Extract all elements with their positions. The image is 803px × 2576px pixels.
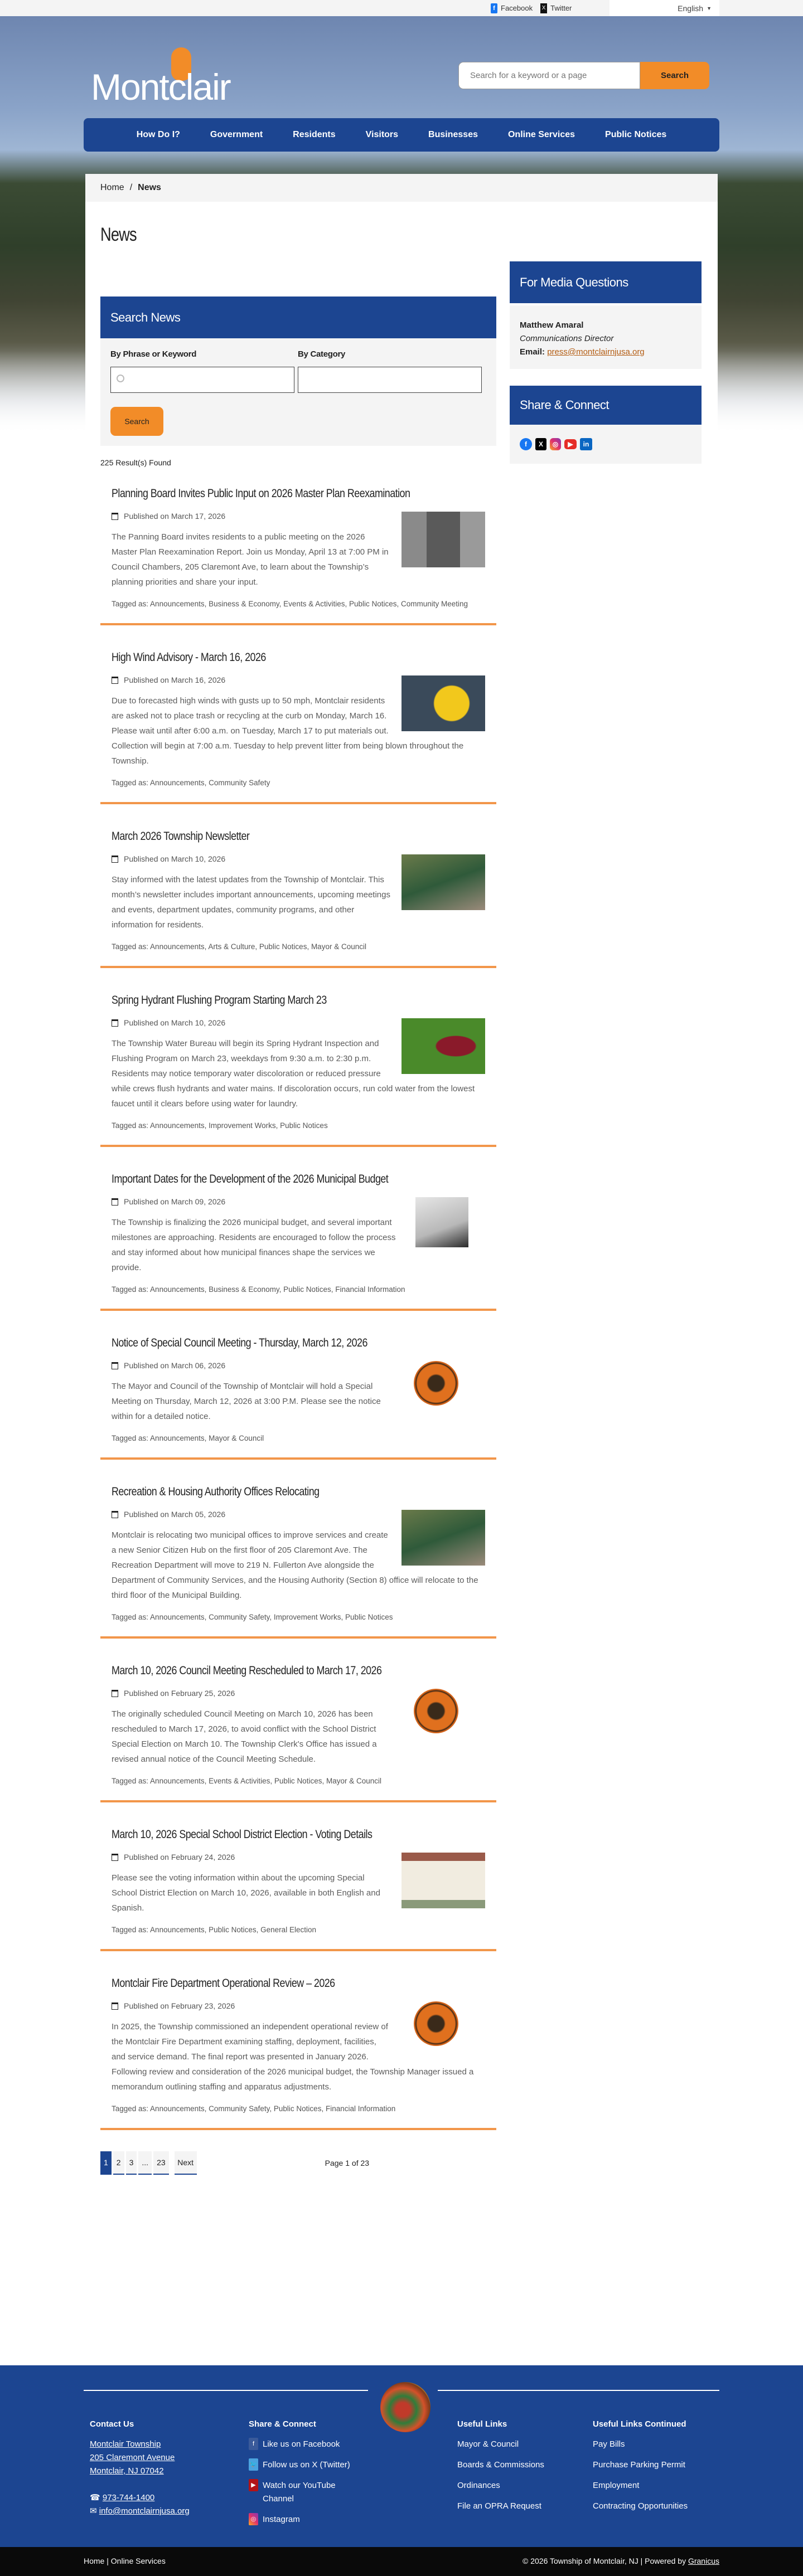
- news-article: [100, 1474, 496, 1639]
- news-article: [100, 983, 496, 1147]
- breadcrumb: [85, 174, 718, 202]
- search-news-button[interactable]: Search: [110, 407, 163, 436]
- calendar-icon: [112, 677, 118, 684]
- article-date: [112, 1018, 390, 1027]
- article-tags: Tagged as: Announcements, Community Safety: [112, 779, 270, 787]
- content-area: [85, 202, 718, 2175]
- article-thumbnail[interactable]: [402, 854, 485, 910]
- article-date: [112, 675, 390, 684]
- article-title-link[interactable]: March 2026 Township Newsletter: [112, 830, 250, 843]
- search-news-form: [100, 338, 496, 446]
- article-thumbnail[interactable]: [402, 675, 485, 731]
- article-date: [112, 512, 390, 521]
- page-1[interactable]: 1: [100, 2151, 112, 2175]
- calendar-icon: [112, 2003, 118, 2010]
- media-questions-header: For Media Questions: [510, 261, 702, 303]
- article-summary: The Township Water Bureau will begin its Spring Hydrant Inspection and Flushing Program on March 23, weekdays from 9:30 a.m. to 2:30 p.m. Residents may notice temporary water discoloration or reduced pressure while crews flush hydrants and water mains. If discoloration occurs, run cold water from the lowest faucet until it clears before using water for laundry.: [112, 1039, 475, 1109]
- footer-address-line-3[interactable]: Montclair, NJ 07042: [90, 2466, 164, 2476]
- article-thumbnail[interactable]: [402, 1510, 485, 1566]
- published-date: Published on February 23, 2026: [124, 2001, 235, 2010]
- footer-facebook-label: Like us on Facebook: [263, 2439, 340, 2449]
- breadcrumb-home[interactable]: Home: [100, 183, 124, 192]
- news-article: [100, 640, 496, 804]
- nav-businesses[interactable]: Businesses: [428, 130, 478, 139]
- article-tags: Tagged as: Announcements, Arts & Culture, Public Notices, Mayor & Council: [112, 942, 366, 951]
- copyright: © 2026 Township of Montclair, NJ | Powered by: [523, 2556, 686, 2565]
- breadcrumb-current: News: [138, 183, 161, 192]
- share-icons: [510, 425, 702, 464]
- hero-header: [0, 16, 803, 2167]
- article-thumbnail[interactable]: [402, 1853, 485, 1908]
- article-spacer: [100, 625, 496, 640]
- site-search-button[interactable]: Search: [640, 62, 709, 89]
- page-info: Page 1 of 23: [325, 2159, 370, 2167]
- media-contact: [510, 305, 702, 369]
- page-2[interactable]: 2: [113, 2151, 124, 2175]
- footer-youtube-link[interactable]: [249, 2479, 366, 2506]
- article-tags: Tagged as: Announcements, Events & Activities, Public Notices, Mayor & Council: [112, 1777, 381, 1785]
- article-title-link[interactable]: Planning Board Invites Public Input on 2026 Master Plan Reexamination: [112, 487, 410, 500]
- footer-link-ordinances[interactable]: Ordinances: [457, 2481, 500, 2490]
- main-column: [100, 202, 496, 2175]
- article-date: [112, 1853, 390, 1861]
- news-article: [100, 819, 496, 968]
- footer-address-line-2[interactable]: 205 Claremont Avenue: [90, 2453, 175, 2462]
- published-date: Published on March 09, 2026: [124, 1197, 226, 1206]
- article-summary: Montclair is relocating two municipal offices to improve services and create a new Senior Citizen Hub on the first floor of 205 Claremont Ave. The Recreation Department will move to 219 N. Fullerton Ave alongside the Department of Community Services, and the Housing Authority (Section 8) office will relocate to the third floor of the Municipal Building.: [112, 1530, 478, 1600]
- facebook-label: Facebook: [501, 4, 533, 12]
- footer-rule-right: [438, 2390, 719, 2391]
- article-date: [112, 2001, 391, 2010]
- published-date: Published on February 25, 2026: [124, 1689, 235, 1698]
- article-title-link[interactable]: Notice of Special Council Meeting - Thursday, March 12, 2026: [112, 1336, 367, 1349]
- footer-twitter-link[interactable]: [249, 2458, 366, 2472]
- article-tags: Tagged as: Announcements, Business & Economy, Public Notices, Financial Information: [112, 1285, 405, 1294]
- top-social-links: [491, 0, 572, 16]
- youtube-icon: ▶: [249, 2479, 258, 2491]
- footer-youtube-label: Watch our YouTube Channel: [263, 2481, 336, 2504]
- footer-useful-title: Useful Links: [457, 2419, 507, 2429]
- news-article: [100, 1966, 496, 2130]
- instagram-icon: ◎: [249, 2513, 258, 2525]
- page-container: [85, 174, 718, 2175]
- article-title-link[interactable]: March 10, 2026 Special School District Election - Voting Details: [112, 1828, 373, 1841]
- published-date: Published on March 10, 2026: [124, 1018, 226, 1027]
- published-date: Published on March 10, 2026: [124, 854, 226, 863]
- calendar-icon: [112, 1690, 118, 1697]
- article-summary: Stay informed with the latest updates from the Township of Montclair. This month’s newsletter includes important announcements, upcoming meetings and events, department updates, community programs, and other information for residents.: [112, 875, 390, 930]
- site-search-input[interactable]: [458, 62, 640, 89]
- article-title-link[interactable]: March 10, 2026 Council Meeting Rescheduled to March 17, 2026: [112, 1664, 382, 1677]
- media-contact-role: Communications Director: [520, 334, 614, 343]
- footer-phone-link[interactable]: 973-744-1400: [102, 2493, 155, 2502]
- article-list: [100, 476, 496, 2130]
- logo-wordmark: Montclair: [91, 66, 230, 108]
- results-count: 225 Result(s) Found: [100, 458, 171, 467]
- share-connect-header: Share & Connect: [510, 386, 702, 425]
- article-summary: Due to forecasted high winds with gusts up to 50 mph, Montclair residents are asked not to place trash or recycling at the curb on Monday, March 16. Please wait until after 6:00 a.m. on Tuesday, March 17 to put materials out. Collection will begin at 7:00 a.m. Tuesday to help prevent litter from being blown throughout the Township.: [112, 696, 464, 766]
- news-article: [100, 1817, 496, 1951]
- news-article: [100, 1653, 496, 1802]
- article-title-link[interactable]: Montclair Fire Department Operational Review – 2026: [112, 1977, 335, 1990]
- site-search: [458, 62, 709, 89]
- footer-useful2-title: Useful Links Continued: [593, 2419, 686, 2429]
- footer-rule-left: [84, 2390, 368, 2391]
- facebook-icon: f: [491, 3, 497, 13]
- footer-useful-links: [457, 2418, 544, 2520]
- article-summary: The Panning Board invites residents to a public meeting on the 2026 Master Plan Reexamination Report. Join us Monday, April 13 at 7:00 PM in Council Chambers, 205 Claremont Ave, to learn about the Township’s planning priorities and share your input.: [112, 532, 389, 587]
- footer-link-parking-permit[interactable]: Purchase Parking Permit: [593, 2460, 685, 2470]
- article-spacer: [100, 804, 496, 819]
- article-summary: Please see the voting information within about the upcoming Special School District Election on March 10, 2026, available in both English and Spanish.: [112, 1873, 380, 1913]
- keyword-input[interactable]: [110, 367, 294, 393]
- granicus-link[interactable]: Granicus: [688, 2556, 719, 2565]
- footer-facebook-link[interactable]: [249, 2438, 366, 2451]
- footer-twitter-label: Follow us on X (Twitter): [263, 2460, 350, 2470]
- twitter-icon: 🐦: [249, 2458, 258, 2471]
- article-date: [112, 1197, 404, 1206]
- published-date: Published on March 05, 2026: [124, 1510, 226, 1519]
- footer-link-mayor-council[interactable]: Mayor & Council: [457, 2439, 519, 2449]
- calendar-icon: [112, 1854, 118, 1861]
- search-icon: [117, 375, 124, 382]
- category-label: By Category: [298, 349, 346, 359]
- nav-residents[interactable]: Residents: [293, 130, 336, 139]
- article-thumbnail[interactable]: [402, 1018, 485, 1074]
- language-select[interactable]: [609, 0, 719, 16]
- nav-how-do-i[interactable]: How Do I?: [136, 130, 180, 139]
- article-date: [112, 1510, 390, 1519]
- page-3[interactable]: 3: [126, 2151, 137, 2175]
- article-title-link[interactable]: Important Dates for the Development of the 2026 Municipal Budget: [112, 1173, 389, 1185]
- media-email-link[interactable]: press@montclairnjusa.org: [547, 347, 645, 357]
- montclair-logo[interactable]: [91, 47, 236, 109]
- footer-instagram-label: Instagram: [263, 2515, 300, 2524]
- footer-link-contracting[interactable]: Contracting Opportunities: [593, 2501, 688, 2511]
- article-spacer: [100, 1951, 496, 1966]
- article-tags: Tagged as: Announcements, Mayor & Council: [112, 1434, 264, 1442]
- footer-link-boards[interactable]: Boards & Commissions: [457, 2460, 544, 2470]
- calendar-icon: [112, 1198, 118, 1206]
- article-thumbnail[interactable]: [414, 1689, 458, 1733]
- article-spacer: [100, 1147, 496, 1161]
- footer-contact: [90, 2418, 190, 2518]
- footer-link-employment[interactable]: Employment: [593, 2481, 640, 2490]
- footer-contact-title: Contact Us: [90, 2419, 134, 2429]
- bottom-home-link[interactable]: Home: [84, 2556, 105, 2565]
- language-value: English: [678, 3, 704, 13]
- facebook-icon: f: [249, 2438, 258, 2450]
- news-article: [100, 1325, 496, 1460]
- article-tags: Tagged as: Announcements, Community Safety, Improvement Works, Public Notices: [112, 1613, 393, 1621]
- footer-share: [249, 2418, 366, 2534]
- sidebar: [510, 261, 702, 2175]
- phone-icon: ☎: [90, 2493, 100, 2502]
- calendar-icon: [112, 1511, 118, 1518]
- article-thumbnail[interactable]: [402, 512, 485, 567]
- footer-share-title: Share & Connect: [249, 2419, 316, 2429]
- footer-address-line-1[interactable]: Montclair Township: [90, 2439, 161, 2449]
- footer-email-link[interactable]: info@montclairnjusa.org: [99, 2506, 190, 2516]
- calendar-icon: [112, 1019, 118, 1027]
- article-tags: Tagged as: Announcements, Community Safety, Public Notices, Financial Information: [112, 2104, 396, 2113]
- mail-icon: ✉: [90, 2506, 97, 2516]
- x-icon[interactable]: X: [535, 438, 546, 450]
- article-thumbnail[interactable]: [415, 1197, 468, 1247]
- footer-link-pay-bills[interactable]: Pay Bills: [593, 2439, 625, 2449]
- page-title: News: [100, 224, 137, 245]
- article-spacer: [100, 968, 496, 983]
- twitter-label: Twitter: [550, 4, 572, 12]
- top-twitter-link[interactable]: [540, 3, 572, 13]
- x-icon: X: [540, 3, 547, 13]
- pagination: [100, 2151, 496, 2175]
- nav-government[interactable]: Government: [210, 130, 263, 139]
- search-news-header: Search News: [100, 297, 496, 338]
- published-date: Published on March 06, 2026: [124, 1361, 226, 1370]
- calendar-icon: [112, 856, 118, 863]
- breadcrumb-separator: /: [129, 183, 133, 192]
- footer-useful-links-continued: [593, 2418, 688, 2520]
- nav-visitors[interactable]: Visitors: [365, 130, 399, 139]
- article-thumbnail[interactable]: [414, 2001, 458, 2046]
- keyword-label: By Phrase or Keyword: [110, 349, 197, 359]
- site-footer: [0, 2365, 803, 2547]
- bottom-bar: Home | Online Services © 2026 Township of Montclair, NJ | Powered by Granicus: [0, 2547, 803, 2576]
- calendar-icon: [112, 513, 118, 520]
- article-title-link[interactable]: High Wind Advisory - March 16, 2026: [112, 651, 266, 664]
- page-23[interactable]: 23: [153, 2151, 169, 2175]
- footer-instagram-link[interactable]: [249, 2513, 366, 2526]
- published-date: Published on March 17, 2026: [124, 512, 226, 521]
- article-thumbnail[interactable]: [414, 1361, 458, 1406]
- email-label: Email:: [520, 347, 545, 357]
- article-date: [112, 1361, 391, 1370]
- article-title-link[interactable]: Recreation & Housing Authority Offices Relocating: [112, 1485, 320, 1498]
- facebook-icon[interactable]: f: [520, 438, 532, 450]
- article-summary: In 2025, the Township commissioned an independent operational review of the Montclair Fire Department examining staffing, deployment, facilities, and service demand. The final report was presented in January 2026. Following review and consideration of the 2026 municipal budget, the Township Manager issued a memorandum outlining staffing and apparatus adjustments.: [112, 2022, 474, 2092]
- nav-public-notices[interactable]: Public Notices: [605, 130, 667, 139]
- article-spacer: [100, 1311, 496, 1325]
- caret-down-icon: ▼: [707, 5, 712, 11]
- page-ellipsis[interactable]: ...: [138, 2151, 152, 2175]
- article-tags: Tagged as: Announcements, Public Notices, General Election: [112, 1926, 316, 1934]
- article-spacer: [100, 1639, 496, 1653]
- calendar-icon: [112, 1362, 118, 1369]
- media-contact-name: Matthew Amaral: [520, 320, 584, 330]
- bottom-online-services-link[interactable]: Online Services: [110, 2556, 166, 2565]
- top-bar: [0, 0, 803, 16]
- nav-online-services[interactable]: Online Services: [507, 130, 575, 139]
- article-date: [112, 1689, 391, 1698]
- news-article: [100, 476, 496, 625]
- article-spacer: [100, 1802, 496, 1817]
- township-seal-image: [380, 2382, 430, 2432]
- article-summary: The Mayor and Council of the Township of Montclair will hold a Special Meeting on Thursday, March 12, 2026 at 3:00 P.M. Please see the notice within for a detailed notice.: [112, 1382, 381, 1421]
- published-date: Published on March 16, 2026: [124, 675, 226, 684]
- instagram-icon[interactable]: ◎: [550, 438, 561, 450]
- next-page-button[interactable]: Next: [175, 2151, 197, 2175]
- article-date: [112, 854, 390, 863]
- published-date: Published on February 24, 2026: [124, 1853, 235, 1861]
- youtube-icon[interactable]: ▶: [564, 439, 577, 449]
- news-article: [100, 1161, 496, 1311]
- article-tags: Tagged as: Announcements, Improvement Works, Public Notices: [112, 1121, 328, 1130]
- article-summary: The originally scheduled Council Meeting on March 10, 2026 has been rescheduled to March 17, 2026, to avoid conflict with the School District Special Election on March 10. The Township Clerk's Office has issued a revised annual notice of the Council Meeting Schedule.: [112, 1709, 377, 1764]
- main-nav: [84, 118, 719, 152]
- top-facebook-link[interactable]: [491, 3, 533, 13]
- linkedin-icon[interactable]: in: [580, 438, 592, 450]
- footer-link-opra[interactable]: File an OPRA Request: [457, 2501, 541, 2511]
- article-summary: The Township is finalizing the 2026 municipal budget, and several important milestones are approaching. Residents are encouraged to follow the process and stay informed about how municipal finances shape the services we provide.: [112, 1218, 396, 1272]
- article-tags: Tagged as: Announcements, Business & Economy, Events & Activities, Public Notices, Community Meeting: [112, 600, 468, 608]
- article-title-link[interactable]: Spring Hydrant Flushing Program Starting March 23: [112, 994, 327, 1007]
- article-spacer: [100, 1460, 496, 1474]
- category-select[interactable]: [298, 367, 482, 393]
